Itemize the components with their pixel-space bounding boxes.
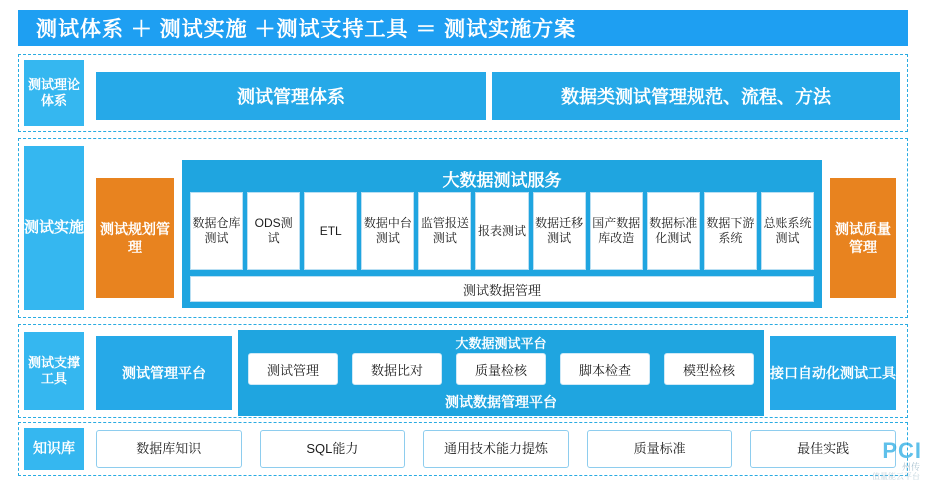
service-cell: 数据标准化测试 (647, 192, 700, 270)
bigdata-test-service-panel (182, 160, 822, 308)
service-cell: 数据迁移测试 (533, 192, 586, 270)
platform-cell: 数据比对 (352, 353, 442, 385)
knowledge-cell: 通用技术能力提炼 (423, 430, 569, 468)
platform-cell: 模型检核 (664, 353, 754, 385)
platform-cell: 质量检核 (456, 353, 546, 385)
platform-cell: 测试管理 (248, 353, 338, 385)
knowledge-cell: 质量标准 (587, 430, 733, 468)
service-cell: 报表测试 (475, 192, 528, 270)
category-label-support-tools: 测试支撑工具 (24, 332, 84, 410)
category-label-implementation: 测试实施 (24, 146, 84, 310)
service-cell: ODS测试 (247, 192, 300, 270)
service-cell: 国产数据库改造 (590, 192, 643, 270)
category-label-theory: 测试理论体系 (24, 60, 84, 126)
knowledge-cell: 数据库知识 (96, 430, 242, 468)
watermark-sub-text: 州传 (901, 462, 920, 472)
service-cell: 数据下游系统 (704, 192, 757, 270)
category-label-knowledge-base: 知识库 (24, 428, 84, 470)
service-footer-test-data-management: 测试数据管理 (190, 276, 814, 302)
knowledge-cell: 最佳实践 (750, 430, 896, 468)
bigdata-test-platform-cells (248, 353, 754, 385)
knowledge-base-cells (96, 430, 896, 468)
bigdata-test-service-title: 大数据测试服务 (442, 171, 562, 190)
service-cell: 数据中台测试 (361, 192, 414, 270)
platform-cell: 脚本检查 (560, 353, 650, 385)
theory-box-management-system: 测试管理体系 (96, 72, 486, 120)
impl-box-test-planning-management: 测试规划管理 (96, 178, 174, 298)
service-cell: ETL (304, 192, 357, 270)
service-cell: 数据仓库测试 (190, 192, 243, 270)
tools-box-test-management-platform: 测试管理平台 (96, 336, 232, 410)
watermark-logo-text: PCI (882, 438, 922, 463)
page-title: 测试体系 ＋ 测试实施 ＋测试支持工具 ＝ 测试实施方案 (36, 18, 577, 41)
impl-box-test-quality-management: 测试质量管理 (830, 178, 896, 298)
diagram-title-bar (18, 10, 908, 46)
tools-box-interface-automation: 接口自动化测试工具 (770, 336, 896, 410)
bigdata-test-platform-panel (238, 330, 764, 416)
watermark-sub-text-2: 值量能云平台 (872, 472, 920, 481)
service-cell: 总账系统测试 (761, 192, 814, 270)
knowledge-cell: SQL能力 (260, 430, 406, 468)
theory-box-data-test-standards: 数据类测试管理规范、流程、方法 (492, 72, 900, 120)
bigdata-test-platform-title: 大数据测试平台 (455, 336, 547, 351)
platform-footer-test-data-management-platform: 测试数据管理平台 (445, 394, 557, 410)
bigdata-test-service-cells (190, 192, 814, 270)
service-cell: 监管报送测试 (418, 192, 471, 270)
